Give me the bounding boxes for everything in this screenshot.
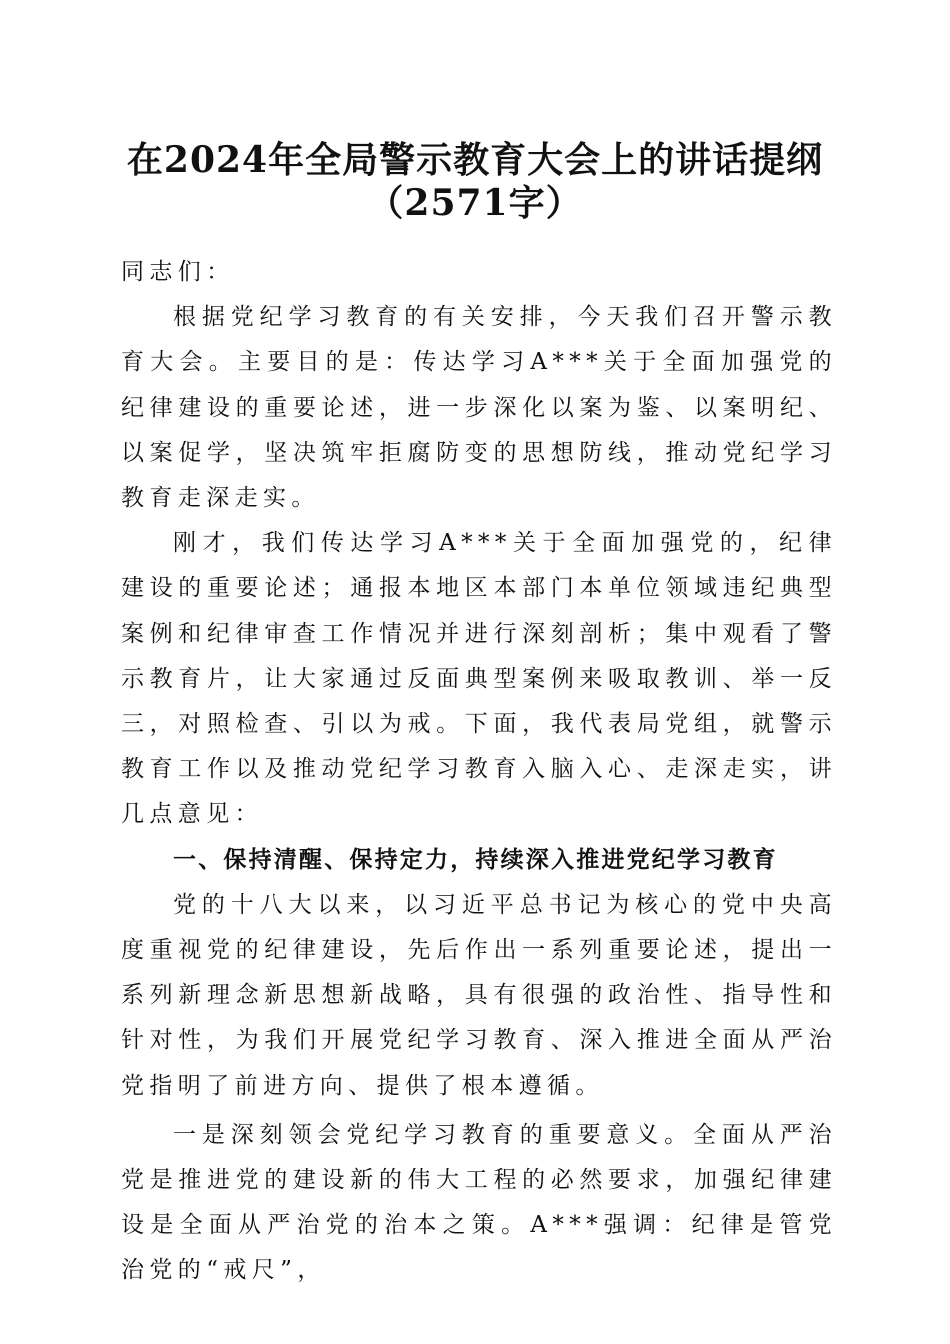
point-lead: 一是深刻领会党纪学习教育的重要意义。 xyxy=(173,1121,694,1148)
section-heading: 一、保持清醒、保持定力，持续深入推进党纪学习教育 xyxy=(173,846,778,873)
document-body xyxy=(121,250,837,1294)
paragraph-section-one: 党的十八大以来，以习近平总书记为核心的党中央高度重视党的纪律建设，先后作出一系列重要论述，提出一系列新理念新思想新战略，具有很强的政治性、指导性和针对性，为我们开展党纪学习教育、深入推进全面从严治党指明了前进方向、提供了根本遵循。 xyxy=(121,891,837,1099)
paragraph-point-one xyxy=(121,1113,837,1294)
document-title: 在2024年全局警示教育大会上的讲话提纲 xyxy=(126,139,824,181)
document-word-count: （2571字） xyxy=(367,182,583,224)
point-text: 全面从严治党是推进党的建设新的伟大工程的必然要求，加强纪律建设是全面从严治党的治本之策。A***强调：纪律是管党治党的“戒尺”， xyxy=(121,1121,838,1284)
salutation: 同志们： xyxy=(121,259,235,285)
paragraph-summary: 刚才，我们传达学习A***关于全面加强党的，纪律建设的重要论述；通报本地区本部门本单位领域违纪典型案例和纪律审查工作情况并进行深刻剖析；集中观看了警示教育片，让大家通过反面典型案例来吸取教训、举一反三，对照检查、引以为戒。下面，我代表局党组，就警示教育工作以及推动党纪学习教育入脑入心、走深走实，讲几点意见： xyxy=(121,530,837,828)
paragraph-intro: 根据党纪学习教育的有关安排，今天我们召开警示教育大会。主要目的是：传达学习A***关于全面加强党的纪律建设的重要论述，进一步深化以案为鉴、以案明纪、以案促学，坚决筑牢拒腐防变的思想防线，推动党纪学习教育走深走实。 xyxy=(121,304,837,512)
